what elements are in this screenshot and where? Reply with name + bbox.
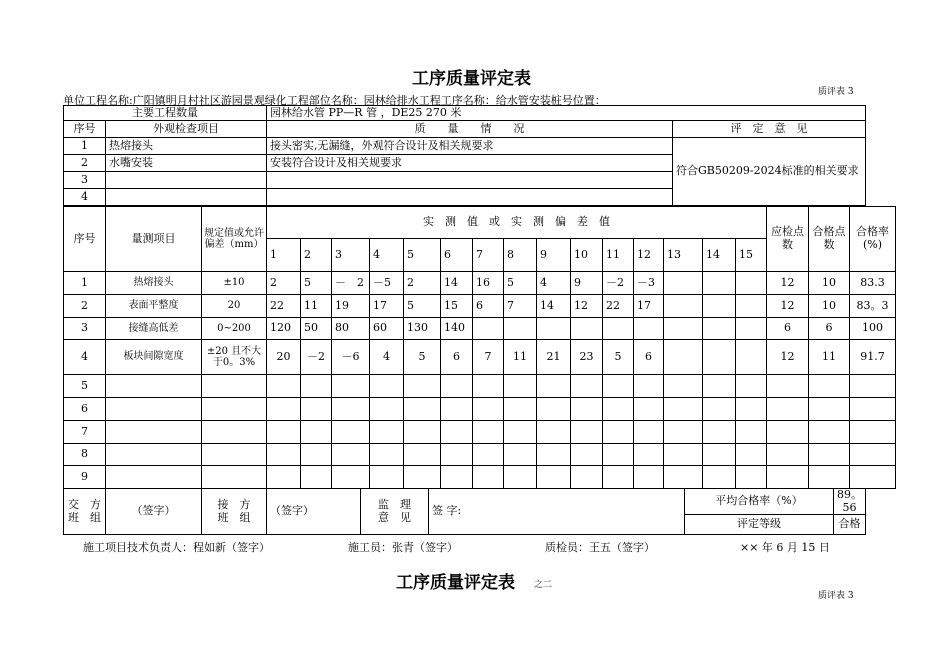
measure-spec: ±20 且不大于0。3% [202,340,267,375]
measure-row [64,295,896,318]
measure-pass-rate: 83.3 [850,272,896,295]
measure-value: 9 [571,272,603,295]
measure-value: 11 [301,295,332,318]
measure-value [332,466,370,489]
measure-value [504,421,537,444]
footer-tech-lead: 施工项目技术负责人：程如新（签字） [83,541,270,554]
measure-value [404,398,441,421]
measure-pass-count: 11 [809,340,850,375]
measure-value [473,444,504,466]
supervisor-label: 监 理 意 见 [361,489,429,535]
measure-value: 16 [473,272,504,295]
measure-value [404,375,441,398]
measure-should-count [767,444,809,466]
measure-value [603,466,634,489]
grade-value: 合格 [834,515,866,535]
measure-value [634,466,664,489]
measure-value: 7 [473,340,504,375]
measure-value [537,318,571,340]
measure-pass-rate [850,466,896,489]
measure-item: 接缝高低差 [106,318,202,340]
measure-value [370,466,404,489]
appearance-seq: 3 [64,172,106,189]
measure-value [267,444,301,466]
measure-value: 17 [370,295,404,318]
measure-row [64,318,896,340]
second-form-number: 质评表 3 [818,591,854,601]
appearance-opinion: 符合GB50209-2024标准的相关要求 [673,138,866,206]
handover-signature: （签字） [106,489,202,535]
measure-seq: 7 [64,421,106,444]
measure-value [301,444,332,466]
measure-value: －6 [332,340,370,375]
measure-value [404,444,441,466]
measure-row [64,375,896,398]
measure-item [106,421,202,444]
measure-header-item: 量测项目 [106,207,202,272]
appearance-seq: 1 [64,138,106,155]
measure-should-count [767,466,809,489]
measure-value: 21 [537,340,571,375]
measure-value [473,318,504,340]
measure-value [634,421,664,444]
measure-column-number: 7 [473,239,504,272]
measure-seq: 4 [64,340,106,375]
measure-value [537,398,571,421]
measure-item [106,375,202,398]
measure-value: 22 [267,295,301,318]
measure-value: 5 [603,340,634,375]
measure-pass-count [809,398,850,421]
measure-seq: 8 [64,444,106,466]
measure-value [736,272,767,295]
measure-value [703,375,736,398]
measure-value: 5 [504,272,537,295]
measure-value [504,318,537,340]
measure-value: 5 [404,295,441,318]
measure-value: 6 [473,295,504,318]
measure-value [664,295,703,318]
measure-value [603,421,634,444]
measure-value [301,421,332,444]
measure-should-count [767,398,809,421]
measure-value [537,466,571,489]
measure-value [603,398,634,421]
measure-value [370,375,404,398]
measure-value [404,421,441,444]
measure-value [703,466,736,489]
form-number: 质评表 3 [818,87,854,97]
second-page-title: 工序质量评定表 [396,573,515,593]
measure-value [441,375,473,398]
measure-pass-count [809,466,850,489]
measure-pass-rate: 100 [850,318,896,340]
measure-value [571,466,603,489]
measure-pass-rate: 83。3 [850,295,896,318]
measure-should-count [767,421,809,444]
measure-value [571,421,603,444]
measure-seq: 2 [64,295,106,318]
receiver-signature: （签字） [267,489,361,535]
measure-spec [202,421,267,444]
measure-should-count [767,375,809,398]
measure-item [106,444,202,466]
measure-value: 20 [267,340,301,375]
measure-pass-count: 10 [809,272,850,295]
measure-column-number: 6 [441,239,473,272]
appearance-table [63,105,866,206]
measure-item [106,466,202,489]
measure-value [473,375,504,398]
measure-column-number: 9 [537,239,571,272]
footer-date: ×× 年 6 月 15 日 [740,541,830,554]
measure-value: 12 [571,295,603,318]
receiver-team-label: 接 方 班 组 [202,489,267,535]
measure-value: 15 [441,295,473,318]
measure-value [441,444,473,466]
measure-pass-count [809,375,850,398]
supervisor-signature: 签 字: [429,489,685,535]
measure-header-pass: 合格点数 [809,207,850,272]
measure-pass-rate: 91.7 [850,340,896,375]
measure-value: 23 [571,340,603,375]
measure-value [571,444,603,466]
measure-value [664,421,703,444]
measure-value [370,444,404,466]
appearance-header-item: 外观检查项目 [106,121,267,138]
measure-pass-count: 10 [809,295,850,318]
measure-value: 4 [370,340,404,375]
measure-pass-rate [850,444,896,466]
average-rate-label: 平均合格率（%） [685,489,834,515]
measure-column-number: 2 [301,239,332,272]
signoff-table [63,488,866,535]
measure-should-count: 6 [767,318,809,340]
measure-value [664,340,703,375]
measure-column-number: 5 [404,239,441,272]
measure-value: 4 [537,272,571,295]
measure-value [736,295,767,318]
measure-value [571,375,603,398]
measure-column-number: 4 [370,239,404,272]
measure-seq: 9 [64,466,106,489]
measure-value: 14 [537,295,571,318]
measure-row [64,398,896,421]
measure-value [664,466,703,489]
measure-value: 6 [441,340,473,375]
measure-value [736,421,767,444]
measure-value [267,466,301,489]
measure-seq: 6 [64,398,106,421]
measure-value: 2 [404,272,441,295]
measure-value: 22 [603,295,634,318]
measure-column-number: 1 [267,239,301,272]
measure-value [634,375,664,398]
measure-value [504,398,537,421]
measure-value [473,421,504,444]
measure-value [332,375,370,398]
measure-value [571,318,603,340]
measure-value [603,444,634,466]
measure-value: 130 [404,318,441,340]
measure-should-count: 12 [767,295,809,318]
appearance-header-seq: 序号 [64,121,106,138]
measure-spec [202,444,267,466]
appearance-row [64,138,866,155]
measure-item: 板块间隙宽度 [106,340,202,375]
appearance-desc [267,189,673,206]
measure-value: － 2 [332,272,370,295]
measurement-table [63,206,896,489]
measure-pass-rate [850,398,896,421]
measure-value [301,398,332,421]
measure-value [441,421,473,444]
measure-value: 19 [332,295,370,318]
quantity-value: 园林给水管 PP—R 管 ，DE25 270 米 [267,106,866,121]
measure-row [64,272,896,295]
measure-column-number: 14 [703,239,736,272]
measure-value [736,340,767,375]
measure-value: －2 [301,340,332,375]
measure-header-should: 应检点数 [767,207,809,272]
measure-value [267,398,301,421]
measure-should-count: 12 [767,340,809,375]
measure-value [664,444,703,466]
measure-header-rate: 合格率(%) [850,207,896,272]
measure-header-seq: 序号 [64,207,106,272]
appearance-seq: 4 [64,189,106,206]
measure-value [504,375,537,398]
measure-value [267,375,301,398]
measure-value [404,466,441,489]
measure-value: 50 [301,318,332,340]
measure-pass-rate [850,421,896,444]
measure-value [703,398,736,421]
measure-column-number: 12 [634,239,664,272]
measure-value: 14 [441,272,473,295]
measure-value [634,444,664,466]
appearance-header-opinion: 评 定 意 见 [673,121,866,138]
measure-spec: 0~200 [202,318,267,340]
page-title: 工序质量评定表 [412,69,531,89]
measure-value [703,318,736,340]
appearance-header-quality: 质 量 情 况 [267,121,673,138]
measure-value [301,466,332,489]
measure-value [634,398,664,421]
measure-column-number: 10 [571,239,603,272]
measure-value: 17 [634,295,664,318]
measure-item [106,398,202,421]
measure-value [736,318,767,340]
measure-value [603,375,634,398]
measure-value [332,444,370,466]
measure-value: 60 [370,318,404,340]
measure-value [441,466,473,489]
appearance-item [106,189,267,206]
measure-value [736,375,767,398]
measure-column-number: 15 [736,239,767,272]
measure-value [537,444,571,466]
measure-value: 6 [634,340,664,375]
measure-value [703,340,736,375]
measure-value [664,375,703,398]
measure-value: 140 [441,318,473,340]
measure-row [64,421,896,444]
measure-seq: 1 [64,272,106,295]
measure-value [736,466,767,489]
measure-value [441,398,473,421]
measure-value: 11 [504,340,537,375]
measure-value [664,398,703,421]
measure-value [703,295,736,318]
measure-header-values-title: 实 测 值 或 实 测 偏 差 值 [267,207,767,239]
appearance-item: 水嘴安装 [106,155,267,172]
measure-value [370,421,404,444]
measure-value: 80 [332,318,370,340]
appearance-desc [267,172,673,189]
measure-value [736,444,767,466]
measure-value: 5 [404,340,441,375]
measure-column-number: 8 [504,239,537,272]
project-info-line: 单位工程名称:广阳镇明月村社区游园景观绿化工程部位名称：园林给排水工程工序名称：给水管安装桩号位置： [63,94,606,107]
appearance-item [106,172,267,189]
measure-value [504,444,537,466]
measure-value: 2 [267,272,301,295]
measure-value [267,421,301,444]
average-rate-value: 89。56 [834,489,866,515]
measure-header-spec: 规定值或允许偏差（mm） [202,207,267,272]
measure-column-number: 13 [664,239,703,272]
measure-seq: 3 [64,318,106,340]
measure-value [664,272,703,295]
measure-value [703,272,736,295]
measure-value [537,375,571,398]
measure-value [634,318,664,340]
measure-spec [202,466,267,489]
measure-value [301,375,332,398]
appearance-desc: 安装符合设计及相关规要求 [267,155,673,172]
measure-row [64,444,896,466]
measure-item: 表面平整度 [106,295,202,318]
grade-label: 评定等级 [685,515,834,535]
measure-item: 热熔接头 [106,272,202,295]
measure-value [664,318,703,340]
measure-value [571,398,603,421]
handover-team-label: 交 方 班 组 [64,489,106,535]
measure-value [703,444,736,466]
measure-value [603,318,634,340]
measure-spec: 20 [202,295,267,318]
measure-row [64,466,896,489]
measure-value: 5 [301,272,332,295]
measure-value [370,398,404,421]
measure-pass-count [809,421,850,444]
measure-value [736,398,767,421]
second-page-title-suffix: 之二 [534,580,553,590]
measure-pass-count [809,444,850,466]
footer-worker: 施工员：张青（签字） [348,541,458,554]
measure-value [473,398,504,421]
measure-spec [202,375,267,398]
appearance-desc: 接头密实,无漏缝，外观符合设计及相关规要求 [267,138,673,155]
measure-value: －2 [603,272,634,295]
measure-seq: 5 [64,375,106,398]
measure-value [332,421,370,444]
measure-pass-count: 6 [809,318,850,340]
appearance-seq: 2 [64,155,106,172]
measure-value: 7 [504,295,537,318]
measure-value [473,466,504,489]
appearance-item: 热熔接头 [106,138,267,155]
measure-value: －3 [634,272,664,295]
measure-pass-rate [850,375,896,398]
footer-inspector: 质检员：王五（签字） [545,541,655,554]
measure-value: 120 [267,318,301,340]
measure-value: －5 [370,272,404,295]
quantity-label: 主要工程数量 [64,106,267,121]
measure-row [64,340,896,375]
measure-spec: ±10 [202,272,267,295]
measure-value [332,398,370,421]
measure-value [703,421,736,444]
measure-spec [202,398,267,421]
measure-should-count: 12 [767,272,809,295]
measure-value [537,421,571,444]
measure-column-number: 11 [603,239,634,272]
measure-value [504,466,537,489]
measure-column-number: 3 [332,239,370,272]
